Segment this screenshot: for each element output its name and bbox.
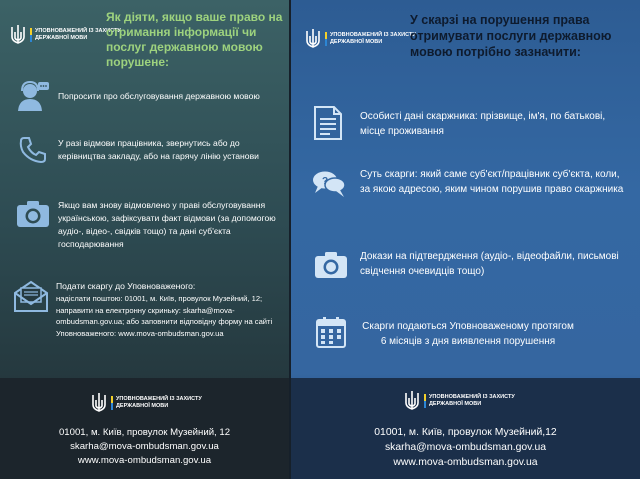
left-item-1-text: Попросити про обслуговування державною мовою xyxy=(58,91,260,101)
logo-line-1: УПОВНОВАЖЕНИЙ ІЗ ЗАХИСТУ xyxy=(325,32,416,39)
trident-icon xyxy=(10,24,26,46)
right-footer xyxy=(291,378,640,479)
footer-email-right[interactable]: skarha@mova-ombudsman.gov.ua xyxy=(384,442,547,453)
left-item-4-text: надіслати поштою: 01001, м. Київ, провулок Музейний, 12; направити на електронну скриньку: skarha@mova-ombudsman.gov.ua; або заповнити відповідну форму на сайті Уповноваженого: www.mova-ombudsman.gov.ua xyxy=(56,294,273,338)
camera-icon xyxy=(16,200,50,228)
operator-headset-icon xyxy=(16,80,50,112)
right-title: У скарзі на порушення права отримувати послуги державною мовою потрібно зазначити: xyxy=(410,13,612,59)
right-item-3-text: Докази на підтвердження (аудіо-, відеофайли, письмові свідчення очевидців тощо) xyxy=(360,251,619,277)
logo-line-2: ДЕРЖАВНОЇ МОВИ xyxy=(111,403,202,410)
left-item-3-text: Якщо вам знову відмовлено у праві обслуговування українською, зафіксувати факт відмови (за допомогою аудіо-, відео-, свідків тощо) та дані суб'єкта господарювання xyxy=(58,200,276,249)
footer-address-left: 01001, м. Київ, провулок Музейний, 12 xyxy=(58,427,231,438)
footer-logo-left xyxy=(91,392,202,414)
footer-address-right: 01001, м. Київ, провулок Музейний,12 xyxy=(374,427,557,438)
ombudsman-logo-right xyxy=(305,28,416,50)
envelope-letter-icon xyxy=(14,280,48,312)
left-title: Як діяти, якщо ваше право на отримання інформації чи послуг державною мовою порушене: xyxy=(106,10,283,69)
document-icon xyxy=(312,106,344,140)
logo-line-1: УПОВНОВАЖЕНИЙ ІЗ ЗАХИСТУ xyxy=(30,28,121,35)
footer-website-left[interactable]: www.mova-ombudsman.gov.ua xyxy=(77,455,212,466)
trident-icon xyxy=(305,28,321,50)
svg-text:?: ? xyxy=(321,176,329,187)
right-item-4-text: Скарги подаються Уповноваженому протягом 6 місяців з дня виявлення порушення xyxy=(362,321,574,347)
logo-line-1: УПОВНОВАЖЕНИЙ ІЗ ЗАХИСТУ xyxy=(111,396,202,403)
trident-icon xyxy=(404,390,420,412)
calendar-icon xyxy=(316,316,346,348)
logo-line-1: УПОВНОВАЖЕНИЙ ІЗ ЗАХИСТУ xyxy=(424,394,515,401)
footer-logo-right xyxy=(404,390,515,412)
footer-website-right[interactable]: www.mova-ombudsman.gov.ua xyxy=(393,457,538,468)
footer-email-left[interactable]: skarha@mova-ombudsman.gov.ua xyxy=(70,441,219,452)
left-item-4-heading: Подати скаргу до Уповноваженого: xyxy=(56,281,196,291)
speech-bubbles-icon xyxy=(312,170,346,198)
right-item-1-text: Особисті дані скаржника: прізвище, ім'я, по батькові, місце проживання xyxy=(360,111,606,137)
camera-icon xyxy=(314,251,348,279)
logo-line-2: ДЕРЖАВНОЇ МОВИ xyxy=(30,35,121,42)
left-footer xyxy=(0,378,289,479)
left-item-2-text: У разі відмови працівника, звернутись або до керівництва закладу, або на гарячу лінію установи xyxy=(58,138,259,161)
ombudsman-logo xyxy=(10,24,121,46)
logo-line-2: ДЕРЖАВНОЇ МОВИ xyxy=(424,401,515,408)
right-item-2-text: Суть скарги: який саме суб'єкт/працівник суб'єкта, коли, за якою адресою, яким чином порушив право скаржника xyxy=(360,169,624,195)
trident-icon xyxy=(91,392,107,414)
phone-handset-icon xyxy=(18,135,48,165)
logo-line-2: ДЕРЖАВНОЇ МОВИ xyxy=(325,39,416,46)
